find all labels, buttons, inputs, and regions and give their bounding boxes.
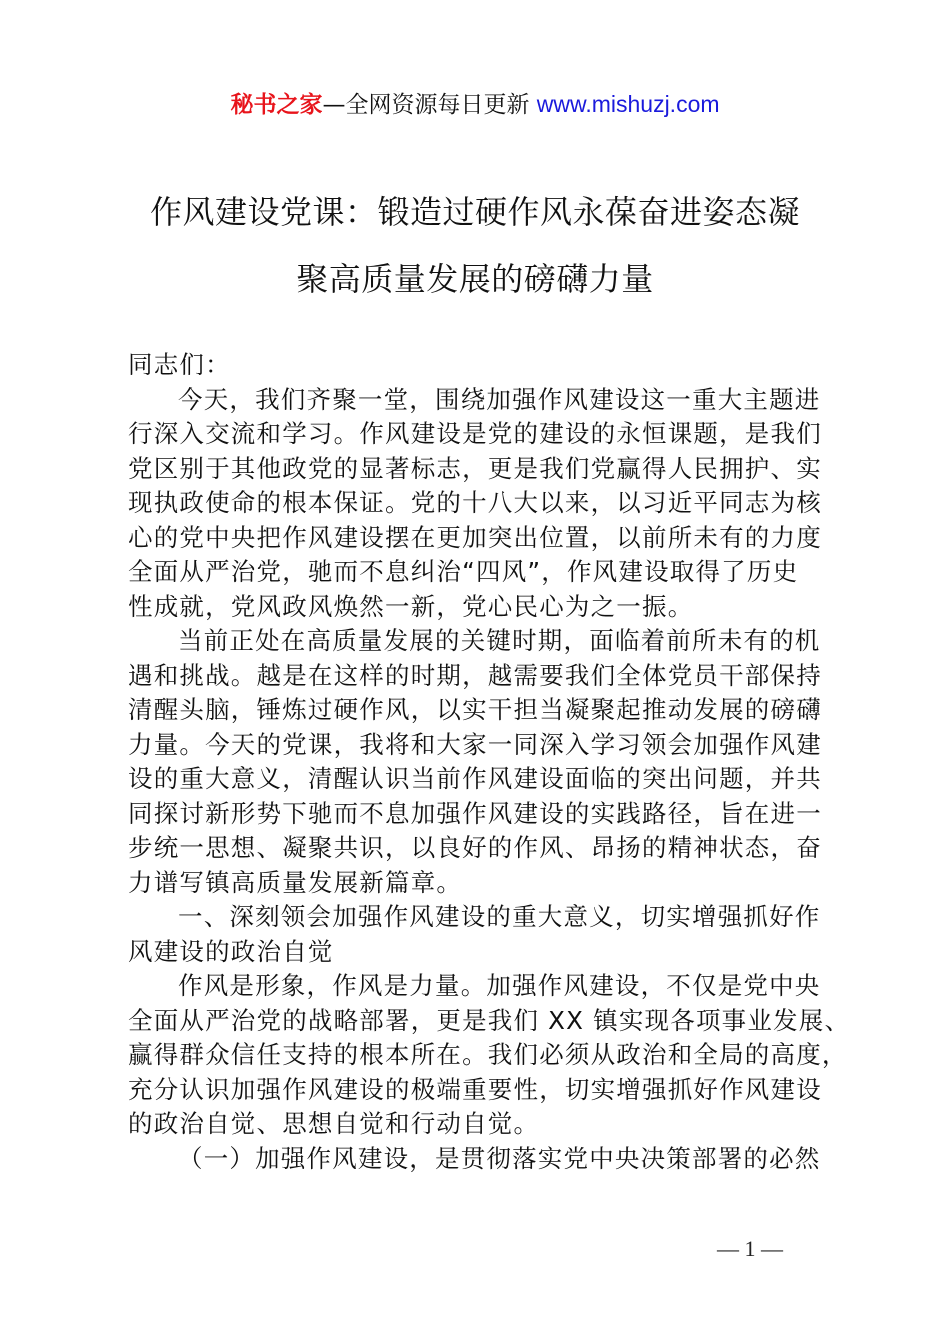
paragraph-line: 心的党中央把作风建设摆在更加突出位置，以前所未有的力度	[128, 522, 822, 552]
page-number: — 1 —	[717, 1236, 783, 1261]
paragraph-line: 作风是形象，作风是力量。加强作风建设，不仅是党中央	[178, 971, 821, 1000]
paragraph-line: 党区别于其他政党的显著标志，更是我们党赢得人民拥护、实	[128, 453, 822, 483]
banner-slogan: —全网资源每日更新	[322, 92, 537, 118]
paragraph-line: 同探讨新形势下驰而不息加强作风建设的实践路径，旨在进一	[128, 798, 822, 828]
paragraph-line: 行深入交流和学习。作风建设是党的建设的永恒课题，是我们	[128, 419, 822, 448]
brand-name: 秘书之家	[230, 92, 323, 118]
document-title-line-1: 作风建设党课：锻造过硬作风永葆奋进姿态凝	[149, 193, 800, 231]
section-heading-line: 一、深刻领会加强作风建设的重大意义，切实增强抓好作	[178, 902, 821, 931]
paragraph-line: 当前正处在高质量发展的关键时期，面临着前所未有的机	[178, 626, 821, 655]
paragraph-line: 全面从严治党的战略部署，更是我们 XX 镇实现各项事业发展、	[128, 1005, 851, 1035]
paragraph-line: 力谱写镇高质量发展新篇章。	[128, 867, 463, 897]
paragraph-line: 清醒头脑，锤炼过硬作风，以实干担当凝聚起推动发展的磅礴	[128, 695, 822, 724]
paragraph-line: 设的重大意义，清醒认识当前作风建设面临的突出问题，并共	[128, 764, 822, 793]
paragraph-line: 全面从严治党，驰而不息纠治“四风”，作风建设取得了历史	[128, 557, 799, 586]
paragraph-line: 性成就，党风政风焕然一新，党心民心为之一振。	[128, 591, 694, 621]
site-link[interactable]: www.mishuzj.com	[536, 91, 720, 117]
paragraph-line: 赢得群众信任支持的根本所在。我们必须从政治和全局的高度，	[128, 1040, 848, 1069]
paragraph-line: 现执政使命的根本保证。党的十八大以来，以习近平同志为核	[128, 488, 822, 517]
site-banner	[0, 86, 950, 123]
section-heading-line: 风建设的政治自觉	[128, 936, 334, 966]
document-title-line-2: 聚高质量发展的磅礴力量	[296, 260, 654, 298]
document-body	[128, 348, 851, 1176]
paragraph-line: 充分认识加强作风建设的极端重要性，切实增强抓好作风建设	[128, 1074, 822, 1104]
salutation: 同志们：	[128, 350, 231, 379]
subsection-heading-line: （一）加强作风建设，是贯彻落实党中央决策部署的必然	[178, 1143, 821, 1173]
paragraph-line: 的政治自觉、思想自觉和行动自觉。	[128, 1109, 540, 1138]
paragraph-line: 今天，我们齐聚一堂，围绕加强作风建设这一重大主题进	[178, 384, 821, 414]
paragraph-line: 遇和挑战。越是在这样的时期，越需要我们全体党员干部保持	[128, 660, 822, 690]
paragraph-line: 步统一思想、凝聚共识，以良好的作风、昂扬的精神状态，奋	[128, 833, 822, 862]
paragraph-line: 力量。今天的党课，我将和大家一同深入学习领会加强作风建	[128, 729, 822, 759]
